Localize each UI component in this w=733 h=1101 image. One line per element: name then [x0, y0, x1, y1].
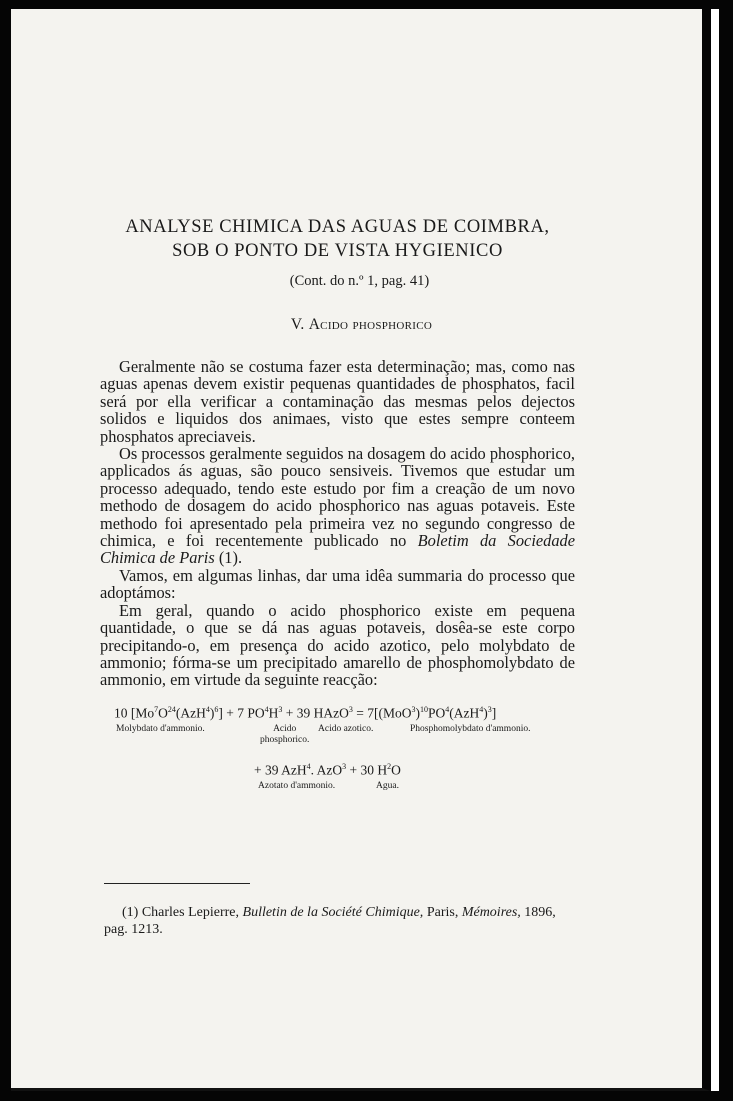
label-phosphomolybdato: Phosphomolybdato d'ammonio. [410, 723, 531, 734]
label-acido-azotico: Acido azotico. [318, 723, 374, 734]
footnote-place: Paris, [426, 905, 459, 920]
label-azotato: Azotato d'ammonio. [258, 780, 336, 791]
scan-border-bottom [0, 1091, 733, 1101]
label-agua: Agua. [376, 780, 399, 791]
continuation-note: (Cont. do n.º 1, pag. 41) [289, 273, 430, 289]
paragraph-2-text: Os processos geralmente seguidos na dosagem do acido phosphorico, applicados ás aguas, são pouco sensiveis. Tivemos que estudar um processo adequado, tendo este estudo por fim a creação de um novo methodo de dosagem do acido phosphorico nas aguas potaveis. Este methodo foi apresentado pela primeira vez no segundo congresso de chimica, e foi recentemente publicado no [100, 444, 575, 551]
footnote-journal: Bulletin de la Société Chimique, [242, 905, 424, 920]
article-title [100, 215, 575, 263]
paragraph-1: Geralmente não se costuma fazer esta determinação; mas, como nas aguas apenas devem existir pequenas quantidades de phosphatos, facil será por ella verificar a contaminação das mesmas pelos dejectos solidos e liquidos dos animaes, visto que estes sempre conteem phosphatos apreciaveis. [100, 357, 575, 446]
footnote-series: Mémoires, [461, 905, 521, 920]
article-body [100, 358, 575, 689]
paragraph-4: Em geral, quando o acido phosphorico existe em pequena quantidade, o que se dá nas aguas potaveis, dosêa-se este corpo precipitando-o, em presença do acido azotico, pelo molybdato de ammonio; fórma-se um precipitado amarello de phosphomolybdato de ammonio, em virtude da seguinte reacção: [100, 600, 575, 690]
label-molybdato: Molybdato d'ammonio. [116, 723, 205, 734]
equation-line-1: 10 $[Mo^7O^{24}(AzH^4)^6] + 7$ $PO^4H^3 + 39$ HAzO$^3$ = $7[(MoO^3)^{10}PO^4(AzH^4)^3]$ [114, 704, 497, 721]
section-number: V. [290, 316, 305, 333]
journal-citation: Boletim da Sociedade Chimica de Paris [100, 531, 576, 568]
title-line-2: SOB O PONTO DE VISTA HYGIENICO [172, 241, 503, 261]
chemical-equation [100, 705, 575, 815]
section-heading [100, 316, 575, 334]
footnote-divider [104, 883, 250, 884]
footnote-ref: (1). [218, 548, 243, 568]
paragraph-2 [100, 445, 575, 567]
footnote [104, 904, 574, 938]
article [100, 215, 575, 815]
footnote-marker: (1) [122, 905, 139, 920]
scan-border-left [0, 0, 11, 1101]
paragraph-3: Vamos, em algumas linhas, dar uma idêa summaria do processo que adoptámos: [100, 565, 575, 603]
footnote-author: Charles Lepierre, [141, 905, 240, 920]
scan-border-top [0, 0, 733, 9]
footnote-ref-detail: 1896, pag. 1213. [104, 905, 556, 937]
label-acido-phosphorico: Acido phosphorico. [260, 723, 310, 745]
section-title: Acido phosphorico [308, 316, 433, 333]
title-line-1: ANALYSE CHIMICA DAS AGUAS DE COIMBRA, [125, 217, 550, 237]
equation-line-2: + 39 AzH$^4$. AzO$^3$ + 30 $H^2O$ [254, 761, 401, 778]
scan-border-right [719, 0, 733, 1101]
